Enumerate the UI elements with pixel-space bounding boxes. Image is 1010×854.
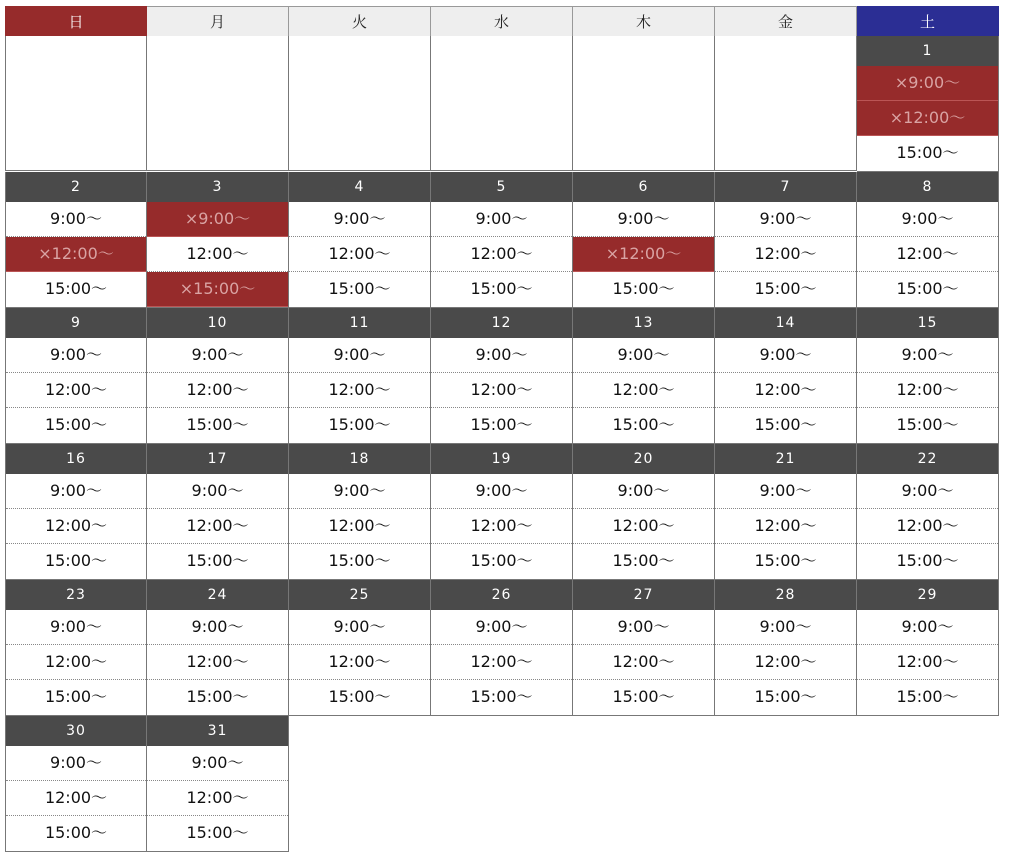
time-slot[interactable]: 15:00〜 xyxy=(431,544,572,579)
weekday-header-1: 月 xyxy=(147,6,289,36)
day-cell xyxy=(573,172,715,308)
day-number: 25 xyxy=(289,580,430,610)
day-cell xyxy=(5,308,147,444)
weekday-header-row xyxy=(5,6,1003,36)
week-row xyxy=(5,580,1003,716)
week-row xyxy=(5,308,1003,444)
day-cell xyxy=(431,444,573,580)
time-slot[interactable]: 15:00〜 xyxy=(147,680,288,715)
day-number: 12 xyxy=(431,308,572,338)
time-slot[interactable]: 15:00〜 xyxy=(857,136,998,171)
time-slot[interactable]: 12:00〜 xyxy=(6,509,146,544)
time-slot-full: ×12:00〜 xyxy=(857,101,998,136)
time-slot[interactable]: 9:00〜 xyxy=(431,202,572,237)
weekday-header-0: 日 xyxy=(5,6,147,36)
time-slot[interactable]: 12:00〜 xyxy=(289,237,430,272)
empty-day-cell xyxy=(573,36,715,171)
day-cell xyxy=(5,716,147,852)
time-slot[interactable]: 12:00〜 xyxy=(715,509,856,544)
time-slot[interactable]: 15:00〜 xyxy=(573,272,714,307)
day-number: 14 xyxy=(715,308,856,338)
time-slot[interactable]: 12:00〜 xyxy=(6,373,146,408)
time-slot[interactable]: 12:00〜 xyxy=(857,237,998,272)
day-number: 7 xyxy=(715,172,856,202)
time-slot[interactable]: 9:00〜 xyxy=(715,338,856,373)
time-slot[interactable]: 15:00〜 xyxy=(6,544,146,579)
time-slot[interactable]: 12:00〜 xyxy=(289,509,430,544)
calendar-weeks xyxy=(5,36,1003,852)
day-number: 9 xyxy=(6,308,146,338)
time-slot[interactable]: 15:00〜 xyxy=(857,544,998,579)
time-slot[interactable]: 15:00〜 xyxy=(289,272,430,307)
day-cell xyxy=(289,308,431,444)
time-slot[interactable]: 9:00〜 xyxy=(857,338,998,373)
day-cell xyxy=(147,172,289,308)
day-number: 23 xyxy=(6,580,146,610)
time-slot[interactable]: 15:00〜 xyxy=(147,408,288,443)
day-number: 4 xyxy=(289,172,430,202)
time-slot[interactable]: 15:00〜 xyxy=(431,408,572,443)
time-slot[interactable]: 9:00〜 xyxy=(289,202,430,237)
time-slot[interactable]: 12:00〜 xyxy=(289,645,430,680)
day-cell xyxy=(147,308,289,444)
time-slot[interactable]: 12:00〜 xyxy=(857,645,998,680)
time-slot[interactable]: 12:00〜 xyxy=(857,373,998,408)
time-slot-full: ×9:00〜 xyxy=(857,66,998,101)
time-slot[interactable]: 9:00〜 xyxy=(857,474,998,509)
time-slot[interactable]: 12:00〜 xyxy=(431,509,572,544)
day-cell xyxy=(5,172,147,308)
day-number: 19 xyxy=(431,444,572,474)
blank-cell xyxy=(715,716,857,852)
empty-day-cell xyxy=(5,36,147,171)
day-number: 18 xyxy=(289,444,430,474)
day-cell xyxy=(5,444,147,580)
time-slot[interactable]: 15:00〜 xyxy=(431,272,572,307)
day-number: 15 xyxy=(857,308,998,338)
weekday-header-3: 水 xyxy=(431,6,573,36)
day-cell xyxy=(857,36,999,172)
day-cell xyxy=(857,308,999,444)
time-slot[interactable]: 9:00〜 xyxy=(147,746,288,781)
day-number: 5 xyxy=(431,172,572,202)
weekday-header-6: 土 xyxy=(857,6,999,36)
time-slot[interactable]: 9:00〜 xyxy=(431,610,572,645)
time-slot[interactable]: 12:00〜 xyxy=(147,373,288,408)
time-slot[interactable]: 9:00〜 xyxy=(289,474,430,509)
time-slot[interactable]: 15:00〜 xyxy=(6,816,146,851)
day-cell xyxy=(715,580,857,716)
day-cell xyxy=(857,172,999,308)
time-slot[interactable]: 15:00〜 xyxy=(857,408,998,443)
day-cell xyxy=(431,172,573,308)
time-slot[interactable]: 12:00〜 xyxy=(147,781,288,816)
time-slot[interactable]: 9:00〜 xyxy=(289,610,430,645)
day-number: 27 xyxy=(573,580,714,610)
week-row xyxy=(5,36,1003,172)
blank-cell xyxy=(431,716,573,852)
time-slot[interactable]: 12:00〜 xyxy=(715,373,856,408)
time-slot[interactable]: 9:00〜 xyxy=(6,474,146,509)
time-slot[interactable]: 9:00〜 xyxy=(573,474,714,509)
time-slot[interactable]: 9:00〜 xyxy=(6,338,146,373)
empty-day-cell xyxy=(431,36,573,171)
time-slot[interactable]: 15:00〜 xyxy=(147,816,288,851)
time-slot[interactable]: 15:00〜 xyxy=(289,408,430,443)
week-row xyxy=(5,444,1003,580)
day-cell xyxy=(715,444,857,580)
day-cell xyxy=(431,580,573,716)
time-slot[interactable]: 15:00〜 xyxy=(6,408,146,443)
time-slot-full: ×9:00〜 xyxy=(147,202,288,237)
day-cell xyxy=(857,444,999,580)
time-slot-full: ×15:00〜 xyxy=(147,272,288,307)
day-cell xyxy=(147,716,289,852)
time-slot[interactable]: 9:00〜 xyxy=(289,338,430,373)
empty-day-cell xyxy=(715,36,857,171)
time-slot[interactable]: 12:00〜 xyxy=(715,237,856,272)
day-number: 30 xyxy=(6,716,146,746)
time-slot[interactable]: 15:00〜 xyxy=(857,272,998,307)
empty-day-cell xyxy=(289,36,431,171)
time-slot[interactable]: 12:00〜 xyxy=(147,237,288,272)
day-number: 2 xyxy=(6,172,146,202)
day-cell xyxy=(5,580,147,716)
time-slot[interactable]: 15:00〜 xyxy=(6,680,146,715)
day-cell xyxy=(573,308,715,444)
time-slot-full: ×12:00〜 xyxy=(573,237,714,272)
time-slot[interactable]: 15:00〜 xyxy=(857,680,998,715)
blank-cell xyxy=(573,716,715,852)
time-slot[interactable]: 12:00〜 xyxy=(715,645,856,680)
time-slot[interactable]: 9:00〜 xyxy=(6,746,146,781)
time-slot[interactable]: 9:00〜 xyxy=(431,474,572,509)
time-slot[interactable]: 15:00〜 xyxy=(573,680,714,715)
time-slot[interactable]: 12:00〜 xyxy=(431,645,572,680)
time-slot[interactable]: 9:00〜 xyxy=(147,610,288,645)
day-number: 13 xyxy=(573,308,714,338)
time-slot-full: ×12:00〜 xyxy=(6,237,146,272)
time-slot[interactable]: 12:00〜 xyxy=(147,509,288,544)
day-number: 20 xyxy=(573,444,714,474)
day-number: 31 xyxy=(147,716,288,746)
day-cell xyxy=(715,172,857,308)
blank-cell xyxy=(289,716,431,852)
time-slot[interactable]: 15:00〜 xyxy=(147,544,288,579)
day-cell xyxy=(147,444,289,580)
time-slot[interactable]: 12:00〜 xyxy=(431,237,572,272)
day-number: 24 xyxy=(147,580,288,610)
time-slot[interactable]: 12:00〜 xyxy=(147,645,288,680)
time-slot[interactable]: 9:00〜 xyxy=(147,474,288,509)
blank-cell xyxy=(857,716,999,852)
time-slot[interactable]: 15:00〜 xyxy=(715,544,856,579)
time-slot[interactable]: 9:00〜 xyxy=(857,610,998,645)
time-slot[interactable]: 9:00〜 xyxy=(147,338,288,373)
time-slot[interactable]: 12:00〜 xyxy=(431,373,572,408)
empty-day-cell xyxy=(147,36,289,171)
time-slot[interactable]: 9:00〜 xyxy=(715,474,856,509)
time-slot[interactable]: 9:00〜 xyxy=(6,202,146,237)
time-slot[interactable]: 12:00〜 xyxy=(6,645,146,680)
day-number: 10 xyxy=(147,308,288,338)
day-number: 17 xyxy=(147,444,288,474)
day-cell xyxy=(431,308,573,444)
weekday-header-5: 金 xyxy=(715,6,857,36)
time-slot[interactable]: 12:00〜 xyxy=(573,373,714,408)
time-slot[interactable]: 9:00〜 xyxy=(857,202,998,237)
day-number: 8 xyxy=(857,172,998,202)
time-slot[interactable]: 9:00〜 xyxy=(431,338,572,373)
day-number: 29 xyxy=(857,580,998,610)
weekday-header-2: 火 xyxy=(289,6,431,36)
day-number: 28 xyxy=(715,580,856,610)
weekday-header-4: 木 xyxy=(573,6,715,36)
day-number: 6 xyxy=(573,172,714,202)
time-slot[interactable]: 12:00〜 xyxy=(857,509,998,544)
time-slot[interactable]: 12:00〜 xyxy=(573,645,714,680)
day-cell xyxy=(573,444,715,580)
time-slot[interactable]: 12:00〜 xyxy=(6,781,146,816)
time-slot[interactable]: 9:00〜 xyxy=(715,202,856,237)
day-number: 21 xyxy=(715,444,856,474)
day-cell xyxy=(715,308,857,444)
time-slot[interactable]: 15:00〜 xyxy=(289,680,430,715)
day-number: 1 xyxy=(857,36,998,66)
day-cell xyxy=(573,580,715,716)
day-cell xyxy=(857,580,999,716)
day-cell xyxy=(289,580,431,716)
time-slot[interactable]: 15:00〜 xyxy=(431,680,572,715)
time-slot[interactable]: 15:00〜 xyxy=(715,408,856,443)
time-slot[interactable]: 15:00〜 xyxy=(715,680,856,715)
time-slot[interactable]: 9:00〜 xyxy=(6,610,146,645)
time-slot[interactable]: 12:00〜 xyxy=(289,373,430,408)
day-cell xyxy=(289,444,431,580)
time-slot[interactable]: 15:00〜 xyxy=(289,544,430,579)
day-number: 16 xyxy=(6,444,146,474)
day-number: 3 xyxy=(147,172,288,202)
time-slot[interactable]: 15:00〜 xyxy=(715,272,856,307)
time-slot[interactable]: 15:00〜 xyxy=(6,272,146,307)
reservation-calendar xyxy=(5,6,1003,852)
day-cell xyxy=(289,172,431,308)
time-slot[interactable]: 9:00〜 xyxy=(573,338,714,373)
day-number: 22 xyxy=(857,444,998,474)
day-number: 26 xyxy=(431,580,572,610)
time-slot[interactable]: 15:00〜 xyxy=(573,544,714,579)
time-slot[interactable]: 9:00〜 xyxy=(573,610,714,645)
time-slot[interactable]: 12:00〜 xyxy=(573,509,714,544)
time-slot[interactable]: 15:00〜 xyxy=(573,408,714,443)
time-slot[interactable]: 9:00〜 xyxy=(715,610,856,645)
day-number: 11 xyxy=(289,308,430,338)
week-row xyxy=(5,172,1003,308)
week-row xyxy=(5,716,1003,852)
day-cell xyxy=(147,580,289,716)
time-slot[interactable]: 9:00〜 xyxy=(573,202,714,237)
